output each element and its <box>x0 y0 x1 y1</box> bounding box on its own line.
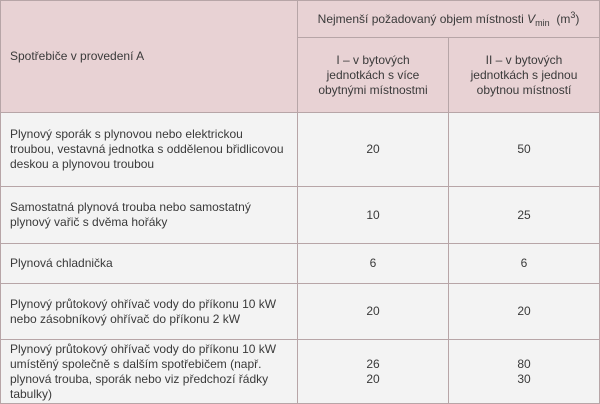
row-value-col2 <box>449 340 600 404</box>
volume-symbol: V <box>527 11 536 26</box>
volume-unit-close: ) <box>575 11 580 26</box>
row-label: Samostatná plynová trouba nebo samostatný plynový vařič s dvěma hořáky <box>1 187 298 244</box>
row-value-col1-line2: 20 <box>366 371 380 386</box>
row-value-col2: 25 <box>449 187 600 244</box>
row-value-col1 <box>298 340 449 404</box>
volume-subscript: min <box>535 17 550 28</box>
table-row <box>1 284 600 340</box>
table-row <box>1 340 600 404</box>
header-min-volume <box>298 1 600 38</box>
header-appliances: Spotřebiče v provedení A <box>1 1 298 113</box>
header-col-multi-room: I – v bytových jednotkách s více obytnými místnostmi <box>298 38 449 113</box>
row-value-col2: 50 <box>449 113 600 187</box>
volume-unit-open: (m <box>556 11 571 26</box>
row-value-col2-line1: 80 <box>517 356 531 371</box>
header-col-single-room: II – v bytových jednotkách s jednou obytnou místností <box>449 38 600 113</box>
row-value-col2-line2: 30 <box>517 371 531 386</box>
row-value-col1: 6 <box>298 244 449 284</box>
row-label: Plynová chladnička <box>1 244 298 284</box>
header-min-volume-label: Nejmenší požadovaný objem místnosti <box>317 11 524 26</box>
volume-unit-power: 3 <box>570 9 576 20</box>
row-label: Plynový průtokový ohřívač vody do příkonu 10 kW nebo zásobníkový ohřívač do příkonu 2 kW <box>1 284 298 340</box>
table-row <box>1 244 600 284</box>
row-value-col2: 6 <box>449 244 600 284</box>
row-value-col1-line1: 26 <box>366 356 380 371</box>
row-value-col2: 20 <box>449 284 600 340</box>
row-value-col1: 10 <box>298 187 449 244</box>
row-label: Plynový sporák s plynovou nebo elektrickou troubou, vestavná jednotka s oddělenou břidlicovou deskou a plynovou troubou <box>1 113 298 187</box>
table-row <box>1 187 600 244</box>
row-value-col1: 20 <box>298 284 449 340</box>
row-label: Plynový průtokový ohřívač vody do příkonu 10 kW umístěný společně s dalším spotřebičem (např. plynová trouba, sporák nebo viz předchozí řádky tabulky) <box>1 340 298 404</box>
row-value-col1: 20 <box>298 113 449 187</box>
table-row <box>1 113 600 187</box>
